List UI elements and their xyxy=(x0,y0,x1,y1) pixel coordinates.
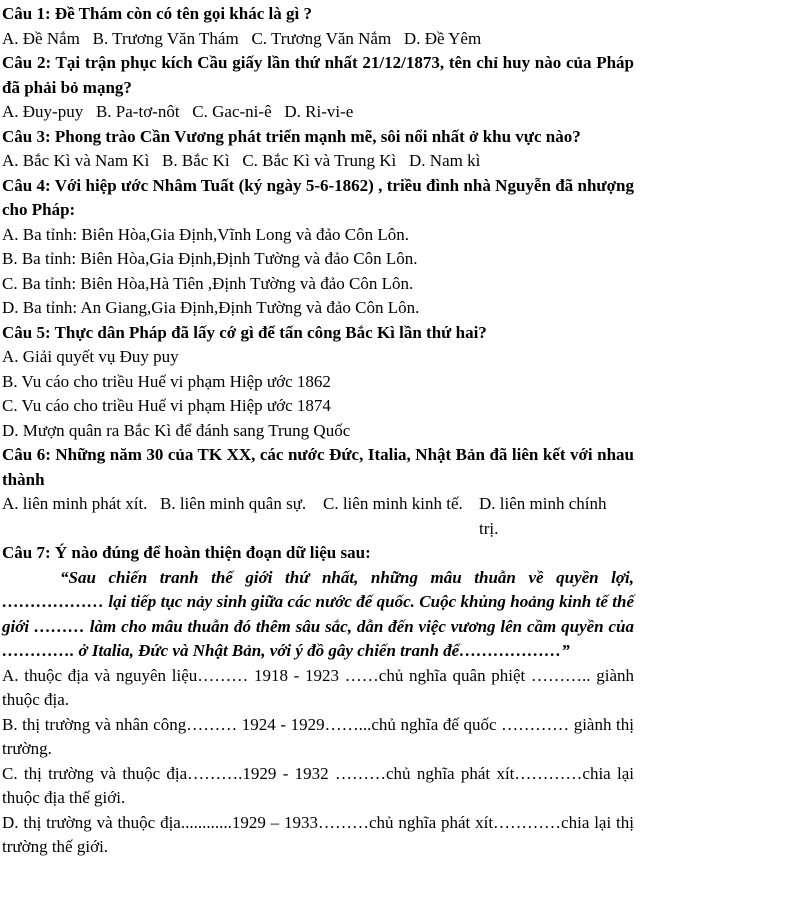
question-1-title: Câu 1: Đề Thám còn có tên gọi khác là gì ? xyxy=(2,4,312,23)
question-6-title: Câu 6: Những năm 30 của TK XX, các nước Đức, Italia, Nhật Bản đã liên kết với nhau thành xyxy=(2,445,634,489)
question-6-option-d: D. liên minh chính trị. xyxy=(479,494,607,538)
question-6-option-a: A. liên minh phát xít. xyxy=(2,494,148,513)
question-2-title: Câu 2: Tại trận phục kích Cầu giấy lần thứ nhất 21/12/1873, tên chỉ huy nào của Pháp đã phải bỏ mạng? xyxy=(2,53,634,97)
question-6-option-b: B. liên minh quân sự. xyxy=(160,494,307,513)
question-7-option-a: A. thuộc địa và nguyên liệu……… 1918 - 1923 ……chủ nghĩa quân phiệt ……….. giành thuộc địa. xyxy=(2,665,634,709)
question-4-option-b: B. Ba tỉnh: Biên Hòa,Gia Định,Định Tường và đảo Côn Lôn. xyxy=(2,249,418,268)
question-4-option-a: A. Ba tỉnh: Biên Hòa,Gia Định,Vĩnh Long và đảo Côn Lôn. xyxy=(2,224,410,244)
question-7-option-c: C. thị trường và thuộc địa……….1929 - 1932 ………chủ nghĩa phát xít…………chia lại thuộc địa thế giới. xyxy=(2,763,634,807)
question-5-title: Câu 5: Thực dân Pháp đã lấy cớ gì để tấn công Bắc Kì lần thứ hai? xyxy=(2,322,487,342)
question-2-options: A. Đuy-puy B. Pa-tơ-nôt C. Gac-ni-ê D. Ri-vi-e xyxy=(2,102,354,121)
question-5-option-b: B. Vu cáo cho triều Huế vi phạm Hiệp ước 1862 xyxy=(2,371,331,391)
question-3-title: Câu 3: Phong trào Cần Vương phát triển mạnh mẽ, sôi nổi nhất ở khu vực nào? xyxy=(2,126,581,146)
question-4-title: Câu 4: Với hiệp ước Nhâm Tuất (ký ngày 5-6-1862) , triều đình nhà Nguyễn đã nhượng cho Pháp: xyxy=(2,175,634,219)
question-5-option-d: D. Mượn quân ra Bắc Kì để đánh sang Trung Quốc xyxy=(2,420,351,440)
question-5-option-c: C. Vu cáo cho triều Huế vi phạm Hiệp ước 1874 xyxy=(2,396,331,415)
question-5-option-a: A. Giải quyết vụ Đuy puy xyxy=(2,347,179,366)
question-4-option-c: C. Ba tỉnh: Biên Hòa,Hà Tiên ,Định Tường và đảo Côn Lôn. xyxy=(2,273,414,293)
question-6-options xyxy=(2,492,634,541)
question-7-quote: “Sau chiến tranh thế giới thứ nhất, những mâu thuẫn về quyền lợi, ……………… lại tiếp tục nảy sinh giữa các nước đế quốc. Cuộc khủng hoảng kinh tế thế giới ……… làm cho mâu thuẫn đó thêm sâu sắc, dẫn đến việc vương lên cầm quyền của …………. ở Italia, Đức và Nhật Bản, với ý đồ gây chiến tranh để………………” xyxy=(2,567,634,660)
question-1-options: A. Đề Nắm B. Trương Văn Thám C. Trương Văn Nắm D. Đề Yêm xyxy=(2,28,482,48)
question-7-title: Câu 7: Ý nào đúng để hoàn thiện đoạn dữ liệu sau: xyxy=(2,543,371,562)
question-3-options: A. Bắc Kì và Nam Kì B. Bắc Kì C. Bắc Kì và Trung Kì D. Nam kì xyxy=(2,151,481,170)
question-6-option-c: C. liên minh kinh tế. xyxy=(323,494,463,513)
question-4-option-d: D. Ba tỉnh: An Giang,Gia Định,Định Tường và đảo Côn Lôn. xyxy=(2,298,420,317)
question-7-option-b: B. thị trường và nhân công……… 1924 - 1929……...chủ nghĩa đế quốc ………… giành thị trường. xyxy=(2,714,634,758)
question-7-option-d: D. thị trường và thuộc địa............1929 – 1933………chủ nghĩa phát xít…………chia lại thị trường thế giới. xyxy=(2,812,634,856)
